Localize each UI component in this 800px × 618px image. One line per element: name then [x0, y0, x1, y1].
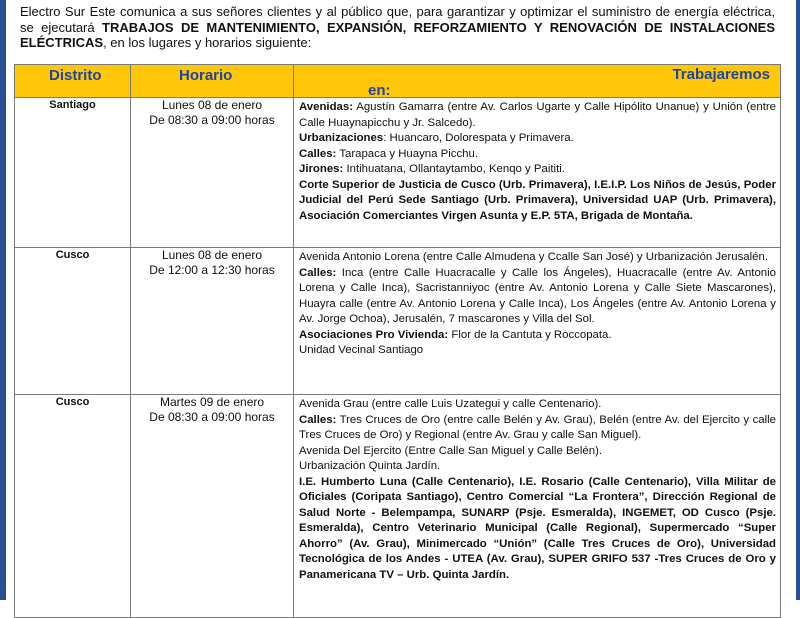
row-distrito: Santiago — [15, 98, 131, 248]
detail-avenidas — [299, 100, 776, 131]
text-instituciones: I.E. Humberto Luna (Calle Centenario), I.E. Rosario (Calle Centenario), Villa Militar de Oficiales (Coripata Santiago), Centro Comercial “La Frontera”, Dirección Regional de Salud Norte - Belempampa, SUNARP (Psje. Esmeralda), INGEMET, OD Cusco (Psje. Esmeralda), Centro Veterinario Municipal (Calle Regional), Supermercado “Super Ahorro” (Av. Grau), Minimercado “Unión” (Calle Tres Cruces de Oro), Universidad Tecnológica de los Andes - UTEA (Av. Grau), SUPER GRIFO 537 -Tres Cruces de Oro y Panamericana TV – Urb. Quinta Jardín. — [299, 475, 776, 581]
text-avenidas: Agustín Gamarra (entre Av. Carlos Ugarte y Calle Hipólito Unanue) y Unión (entre Calle Huaynapicchu y Jr. Salcedo). — [299, 101, 776, 129]
text-calles: Tres Cruces de Oro (entre calle Belén y Av. Grau), Belén (entre Av. del Ejercito y calle Tres Cruces de Oro) y Regional (entre Av. Grau y calle San Miguel). — [299, 413, 776, 441]
detail-urbanizaciones — [299, 131, 776, 147]
label-calles: Calles: — [299, 413, 337, 426]
row-horario — [131, 395, 294, 618]
text-urbanizaciones: : Huancaro, Dolorespata y Primavera. — [383, 132, 574, 144]
header-distrito: Distrito — [15, 65, 131, 98]
detail-calles — [299, 413, 776, 444]
header-trabajaremos-label: Trabajaremos — [672, 66, 770, 83]
row-detail — [294, 98, 781, 248]
text-instituciones: Corte Superior de Justicia de Cusco (Urb. Primavera), I.E.I.P. Los Niños de Jesús, Poder Judicial del Perú Sede Santiago (Urb. Primavera), Universidad UAP (Urb. Primavera), Asociación Comerciantes Virgen Asunta y E.P. 5TA, Brigada de Montaña. — [299, 178, 776, 222]
header-trabajaremos — [294, 65, 781, 98]
label-calles: Calles: — [299, 266, 337, 279]
detail-unidad: Unidad Vecinal Santiago — [299, 344, 424, 356]
intro-bold-works: TRABAJOS DE MANTENIMIENTO, EXPANSIÓN, REFORZAMIENTO Y RENOVACIÓN DE INSTALACIONES ELÉCTRICAS — [20, 19, 775, 50]
row-fecha: Lunes 08 de enero — [161, 98, 263, 112]
header-horario: Horario — [131, 65, 294, 98]
row-horario — [131, 248, 294, 395]
left-frame-border — [0, 0, 6, 600]
intro-text-a: Electro Sur Este comunica a sus señores clientes y al público que, para garantizar y optimizar el suministro de energía eléctrica, se ejecutará — [20, 4, 775, 35]
label-urbanizaciones: Urbanizaciones — [299, 132, 384, 144]
row-detail — [294, 395, 781, 618]
detail-instituciones — [299, 178, 776, 225]
table-row — [15, 248, 781, 395]
detail-instituciones — [299, 475, 776, 584]
row-detail — [294, 248, 781, 395]
detail-avenida: Avenida Antonio Lorena (entre Calle Almudena y Ccalle San José) y Urbanización Jerusalén. — [299, 251, 768, 263]
row-distrito: Cusco — [15, 395, 131, 618]
row-fecha: Lunes 08 de enero — [161, 248, 263, 262]
detail-urbanizacion: Urbanización Quinta Jardín. — [299, 460, 441, 472]
row-hora: De 08:30 a 09:00 horas — [149, 410, 275, 424]
table-row — [15, 395, 781, 618]
intro-paragraph — [20, 4, 775, 51]
row-distrito: Cusco — [15, 248, 131, 395]
label-asociaciones: Asociaciones Pro Vivienda: — [299, 328, 449, 341]
table-row — [15, 98, 781, 248]
row-hora: De 12:00 a 12:30 horas — [149, 263, 275, 277]
detail-jirones — [299, 162, 776, 178]
text-asociaciones: Flor de la Cantuta y Roccopata. — [448, 328, 612, 341]
detail-calles — [299, 266, 776, 328]
row-horario — [131, 98, 294, 248]
schedule-table — [14, 64, 781, 618]
detail-calles — [299, 147, 776, 163]
detail-avenida-ejercito: Avenida Del Ejercito (Entre Calle San Miguel y Calle Belén). — [299, 444, 603, 457]
label-avenidas: Avenidas: — [299, 101, 354, 113]
row-fecha: Martes 09 de enero — [159, 395, 265, 409]
header-en-label: en: — [368, 84, 391, 96]
detail-avenida-grau: Avenida Grau (entre calle Luis Uzategui y calle Centenario). — [299, 398, 602, 410]
table-header-row — [15, 65, 781, 98]
detail-asociaciones — [299, 328, 776, 344]
intro-text-b: , en los lugares y horarios siguiente: — [103, 35, 312, 50]
text-calles: Inca (entre Calle Huacracalle y Calle los Ángeles), Huacracalle (entre Av. Antonio Lorena y Calle Inca), Sacristanniyoc (entre Av. Antonio Lorena y Calle Siete Mascarones), Huayra calle (entre Av. Antonio Lorena y Calle Inca), Los Ángeles (entre Av. Antonio Lorena y Av. Jorge Ochoa), Jerusalén, 7 mascarones y Villa del Sol. — [299, 266, 776, 325]
text-calles: Tarapaca y Huayna Picchu. — [336, 147, 478, 160]
row-hora: De 08:30 a 09:00 horas — [149, 113, 275, 127]
label-calles: Calles: — [299, 147, 337, 160]
label-jirones: Jirones: — [299, 163, 344, 175]
text-jirones: Intihuatana, Ollantaytambo, Kenqo y Paititi. — [343, 163, 565, 175]
right-frame-border — [796, 0, 800, 600]
